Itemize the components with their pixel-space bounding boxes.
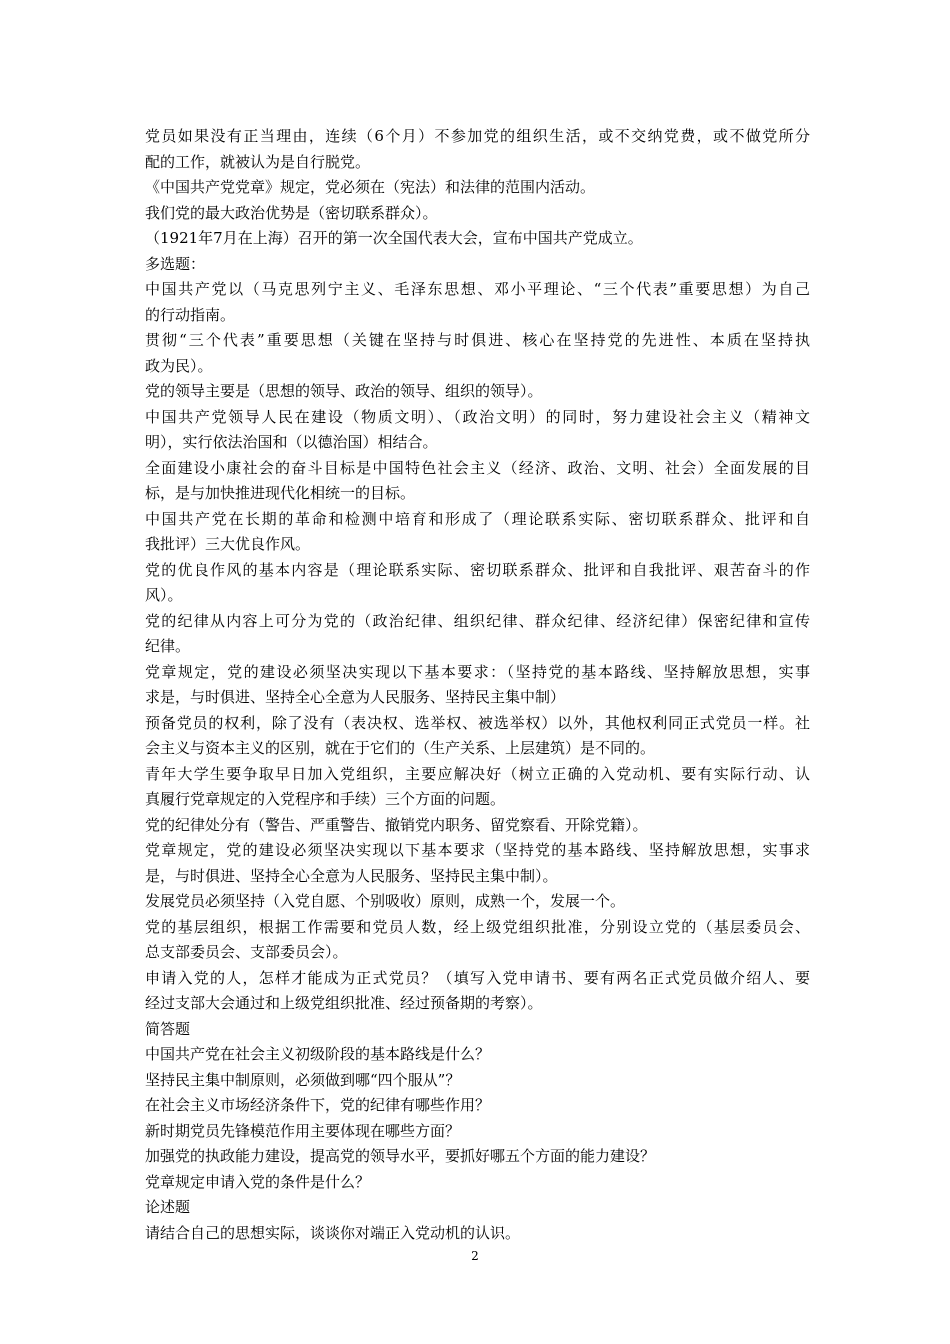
text-line: 的行动指南。 <box>145 305 236 324</box>
text-line: 在社会主义市场经济条件下，党的纪律有哪些作用？ <box>145 1096 491 1114</box>
text-line: 党的领导主要是（思想的领导、政治的领导、组织的领导）。 <box>145 382 543 400</box>
text-line: 总支部委员会、支部委员会）。 <box>145 943 348 961</box>
text-line: （1921年7月在上海）召开的第一次全国代表大会，宣布中国共产党成立。 <box>145 229 643 247</box>
text-line: 贯彻“三个代表”重要思想（关键在坚持与时俱进、核心在坚持党的先进性、本质在坚持执 <box>145 331 810 349</box>
text-line: 经过支部大会通过和上级党组织批准、经过预备期的考察）。 <box>145 994 543 1012</box>
text-line: 新时期党员先锋模范作用主要体现在哪些方面？ <box>145 1121 461 1140</box>
text-line: 中国共产党在长期的革命和检测中培育和形成了（理论联系实际、密切联系群众、批评和自 <box>145 509 810 528</box>
page-number: 2 <box>471 1249 479 1263</box>
text-line: 是，与时俱进、坚持全心全意为人民服务、坚持民主集中制）。 <box>145 866 558 885</box>
text-line: 配的工作，就被认为是自行脱党。 <box>145 152 371 171</box>
text-line: 党章规定申请入党的条件是什么？ <box>145 1172 371 1191</box>
text-line: 《中国共产党党章》规定，党必须在（宪法）和法律的范围内活动。 <box>145 178 596 196</box>
text-line: 党的基层组织，根据工作需要和党员人数，经上级党组织批准，分别设立党的（基层委员会、 <box>145 917 810 936</box>
document-body <box>145 124 810 1246</box>
text-line: 党的纪律处分有（警告、严重警告、撤销党内职务、留党察看、开除党籍）。 <box>145 815 648 834</box>
text-line: 真履行党章规定的入党程序和手续）三个方面的问题。 <box>145 790 506 808</box>
text-line: 标，是与加快推进现代化相统一的目标。 <box>145 484 416 502</box>
text-line: 党章规定，党的建设必须坚决实现以下基本要求：（坚持党的基本路线、坚持解放思想，实事 <box>145 662 810 681</box>
text-line: 党章规定，党的建设必须坚决实现以下基本要求（坚持党的基本路线、坚持解放思想，实事求 <box>145 841 810 859</box>
text-line: 中国共产党以（马克思列宁主义、毛泽东思想、邓小平理论、“三个代表”重要思想）为自己 <box>145 280 810 298</box>
text-line: 中国共产党在社会主义初级阶段的基本路线是什么？ <box>145 1045 491 1063</box>
text-line: 简答题 <box>145 1019 191 1038</box>
text-line: 党员如果没有正当理由，连续（6个月）不参加党的组织生活，或不交纳党费，或不做党所分 <box>145 127 810 145</box>
text-line: 求是，与时俱进、坚持全心全意为人民服务、坚持民主集中制） <box>145 688 566 706</box>
text-line: 加强党的执政能力建设，提高党的领导水平，要抓好哪五个方面的能力建设？ <box>145 1147 656 1165</box>
text-line: 申请入党的人，怎样才能成为正式党员？（填写入党申请书、要有两名正式党员做介绍人、要 <box>145 968 810 987</box>
text-line: 全面建设小康社会的奋斗目标是中国特色社会主义（经济、政治、文明、社会）全面发展的目 <box>145 458 810 477</box>
text-line: 坚持民主集中制原则，必须做到哪“四个服从”？ <box>145 1070 461 1089</box>
text-line: 请结合自己的思想实际，谈谈你对端正入党动机的认识。 <box>145 1223 521 1242</box>
text-line: 纪律。 <box>145 637 191 655</box>
text-line: 发展党员必须坚持（入党自愿、个别吸收）原则，成熟一个，发展一个。 <box>145 892 626 910</box>
text-line: 政为民）。 <box>145 356 213 375</box>
text-line: 论述题 <box>145 1198 191 1216</box>
text-line: 党的纪律从内容上可分为党的（政治纪律、组织纪律、群众纪律、经济纪律）保密纪律和宣传 <box>145 611 810 630</box>
text-line: 风）。 <box>145 586 183 604</box>
text-line: 我们党的最大政治优势是（密切联系群众）。 <box>145 203 438 222</box>
text-line: 青年大学生要争取早日加入党组织，主要应解决好（树立正确的入党动机、要有实际行动、认 <box>145 764 810 783</box>
text-line: 预备党员的权利，除了没有（表决权、选举权、被选举权）以外，其他权利同正式党员一样。社 <box>145 713 810 732</box>
text-line: 我批评）三大优良作风。 <box>145 535 311 553</box>
text-line: 明），实行依法治国和（以德治国）相结合。 <box>145 433 438 451</box>
text-line: 会主义与资本主义的区别，就在于它们的（生产关系、上层建筑）是不同的。 <box>145 739 656 757</box>
text-line: 多选题： <box>145 254 206 273</box>
text-line: 党的优良作风的基本内容是（理论联系实际、密切联系群众、批评和自我批评、艰苦奋斗的作 <box>145 560 810 579</box>
text-line: 中国共产党领导人民在建设（物质文明）、（政治文明）的同时，努力建设社会主义（精神文 <box>145 407 810 426</box>
